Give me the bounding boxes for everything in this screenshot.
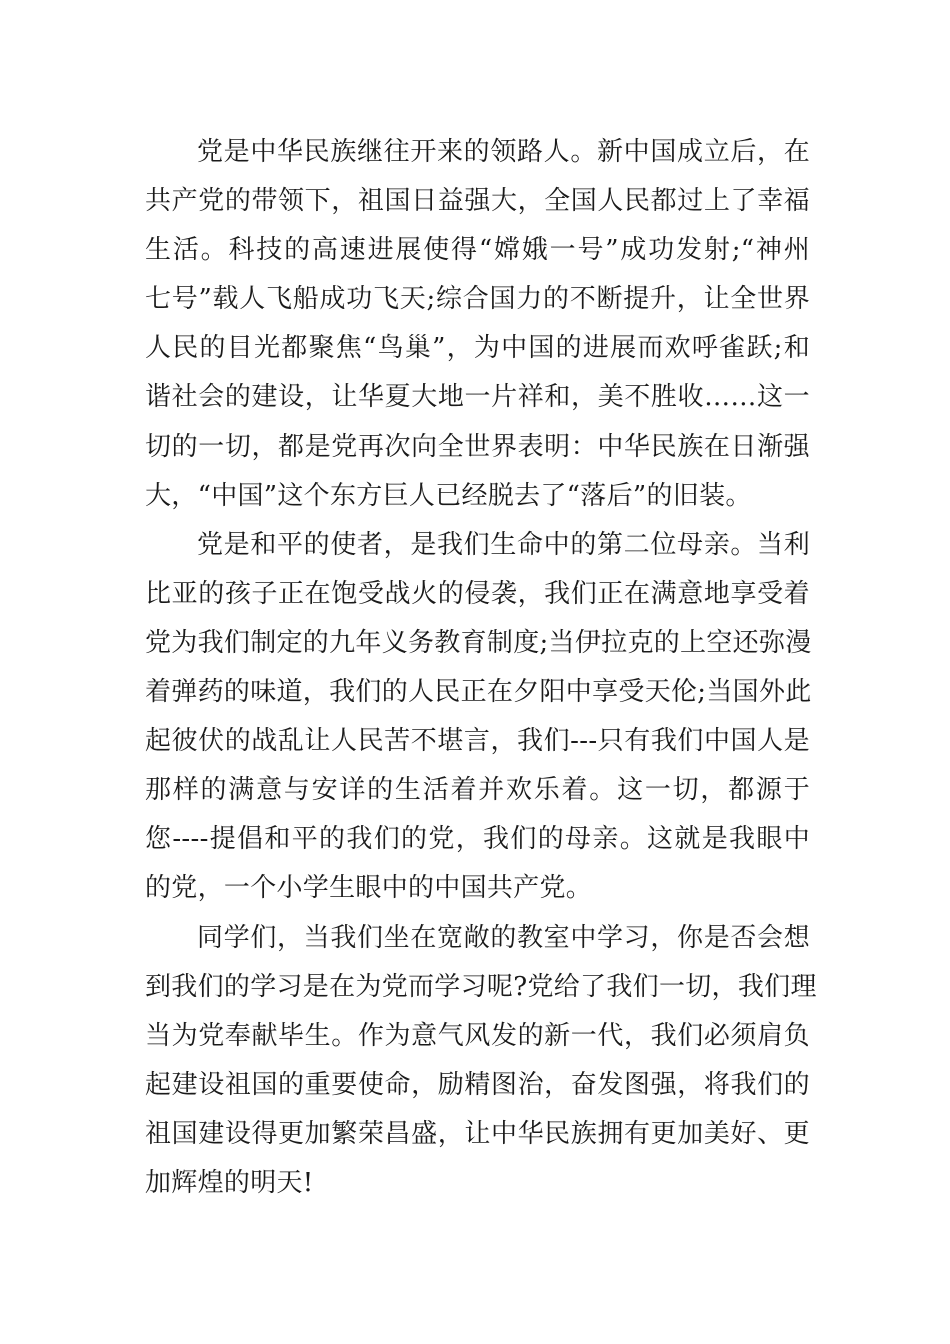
paragraph-line: 着弹药的味道，我们的人民正在夕阳中享受天伦;当国外此 xyxy=(145,677,812,708)
paragraph-line: 到我们的学习是在为党而学习呢?党给了我们一切，我们理 xyxy=(145,971,817,1002)
paragraph-line: 切的一切，都是党再次向全世界表明：中华民族在日渐强 xyxy=(145,431,810,462)
paragraph-line: 祖国建设得更加繁荣昌盛，让中华民族拥有更加美好、更 xyxy=(145,1118,810,1149)
paragraph-2 xyxy=(145,521,810,914)
paragraph-line: 谐社会的建设，让华夏大地一片祥和，美不胜收……这一 xyxy=(145,382,810,413)
paragraph-line: 生活。科技的高速进展使得“嫦娥一号”成功发射;“神州 xyxy=(145,235,810,266)
paragraph-line: 当为党奉献毕生。作为意气风发的新一代，我们必须肩负 xyxy=(145,1020,810,1051)
paragraph-line: 您----提倡和平的我们的党，我们的母亲。这就是我眼中 xyxy=(145,824,810,855)
paragraph-line: 七号”载人飞船成功飞天;综合国力的不断提升，让全世界 xyxy=(145,284,810,315)
paragraph-line: 同学们，当我们坐在宽敞的教室中学习，你是否会想 xyxy=(197,922,810,953)
paragraph-1 xyxy=(145,128,810,521)
paragraph-line: 比亚的孩子正在饱受战火的侵袭，我们正在满意地享受着 xyxy=(145,578,810,609)
paragraph-line: 党为我们制定的九年义务教育制度;当伊拉克的上空还弥漫 xyxy=(145,627,812,658)
paragraph-line: 党是和平的使者，是我们生命中的第二位母亲。当利 xyxy=(197,529,810,560)
paragraph-line: 的党，一个小学生眼中的中国共产党。 xyxy=(145,873,593,904)
paragraph-line: 那样的满意与安详的生活着并欢乐着。这一切，都源于 xyxy=(145,775,810,806)
paragraph-line: 加辉煌的明天! xyxy=(145,1167,314,1198)
paragraph-line: 党是中华民族继往开来的领路人。新中国成立后，在 xyxy=(197,137,810,167)
document-body xyxy=(145,128,817,1208)
paragraph-3 xyxy=(145,914,817,1209)
paragraph-line: 起建设祖国的重要使命，励精图治，奋发图强，将我们的 xyxy=(145,1069,810,1100)
paragraph-line: 大，“中国”这个东方巨人已经脱去了“落后”的旧装。 xyxy=(145,480,752,511)
paragraph-line: 起彼伏的战乱让人民苦不堪言，我们---只有我们中国人是 xyxy=(145,726,810,757)
paragraph-line: 共产党的带领下，祖国日益强大，全国人民都过上了幸福 xyxy=(145,186,810,217)
paragraph-line: 人民的目光都聚焦“鸟巢”，为中国的进展而欢呼雀跃;和 xyxy=(145,333,810,364)
